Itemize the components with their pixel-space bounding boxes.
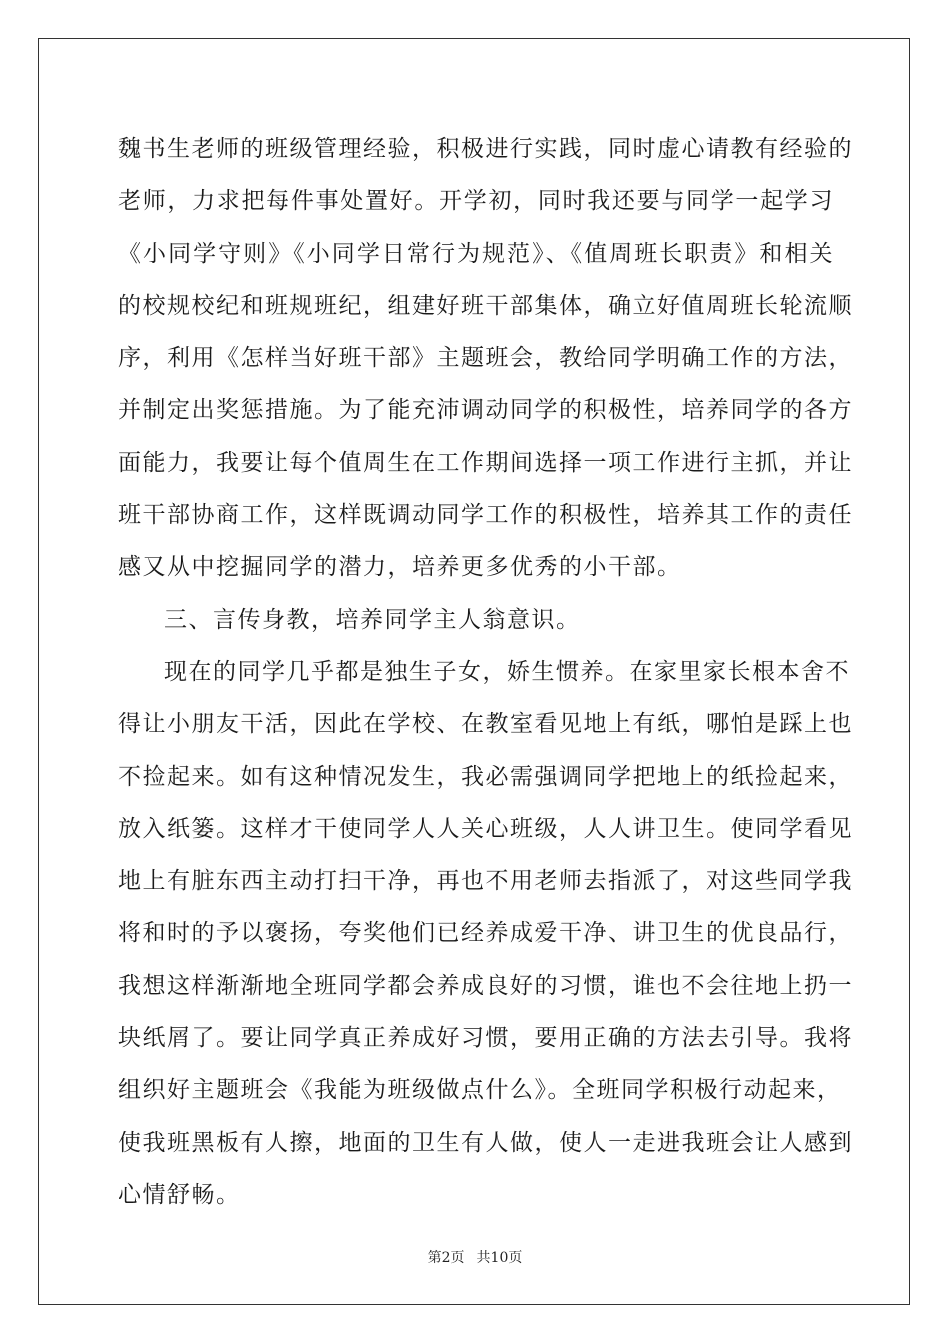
text-line: 并制定出奖惩措施。为了能充沛调动同学的积极性，培养同学的各方 xyxy=(118,397,853,424)
text-line: 组织好主题班会《我能为班级做点什么》。全班同学积极行动起来， xyxy=(118,1077,842,1104)
text-line: 不捡起来。如有这种情况发生，我必需强调同学把地上的纸捡起来， xyxy=(118,763,853,790)
text-line: 的校规校纪和班规班纪，组建好班干部集体，确立好值周班长轮流顺 xyxy=(118,292,853,319)
page-number: 第2页 xyxy=(427,1250,465,1266)
page-total: 共10页 xyxy=(476,1250,523,1266)
text-line: 序，利用《怎样当好班干部》主题班会，教给同学明确工作的方法， xyxy=(118,345,853,372)
section-heading: 三、言传身教，培养同学主人翁意识。 xyxy=(164,606,581,633)
text-line: 现在的同学几乎都是独生子女，娇生惯养。在家里家长根本舍不 xyxy=(164,658,850,685)
text-line: 地上有脏东西主动打扫干净，再也不用老师去指派了，对这些同学我 xyxy=(118,868,853,895)
page-footer xyxy=(0,1247,950,1267)
document-body xyxy=(118,128,853,1226)
text-line: 魏书生老师的班级管理经验，积极进行实践，同时虚心请教有经验的 xyxy=(118,136,853,162)
text-line: 得让小朋友干活，因此在学校、在教室看见地上有纸，哪怕是踩上也 xyxy=(118,711,853,738)
text-line: 使我班黑板有人擦，地面的卫生有人做，使人一走进我班会让人感到 xyxy=(118,1129,853,1156)
text-line: 将和时的予以褒扬，夸奖他们已经养成爱干净、讲卫生的优良品行， xyxy=(118,920,853,947)
text-line: 《小同学守则》《小同学日常行为规范》、《值周班长职责》和相关 xyxy=(118,240,834,267)
text-line: 放入纸篓。这样才干使同学人人关心班级，人人讲卫生。使同学看见 xyxy=(118,815,853,842)
text-line: 心情舒畅。 xyxy=(118,1181,241,1208)
text-line: 感又从中挖掘同学的潜力，培养更多优秀的小干部。 xyxy=(118,554,682,581)
text-line: 班干部协商工作，这样既调动同学工作的积极性，培养其工作的责任 xyxy=(118,502,853,529)
text-line: 块纸屑了。要让同学真正养成好习惯，要用正确的方法去引导。我将 xyxy=(118,1025,853,1052)
text-line: 我想这样渐渐地全班同学都会养成良好的习惯，谁也不会往地上扔一 xyxy=(118,972,853,999)
text-line: 面能力，我要让每个值周生在工作期间选择一项工作进行主抓，并让 xyxy=(118,449,853,476)
text-line: 老师，力求把每件事处置好。开学初，同时我还要与同学一起学习 xyxy=(118,188,834,215)
